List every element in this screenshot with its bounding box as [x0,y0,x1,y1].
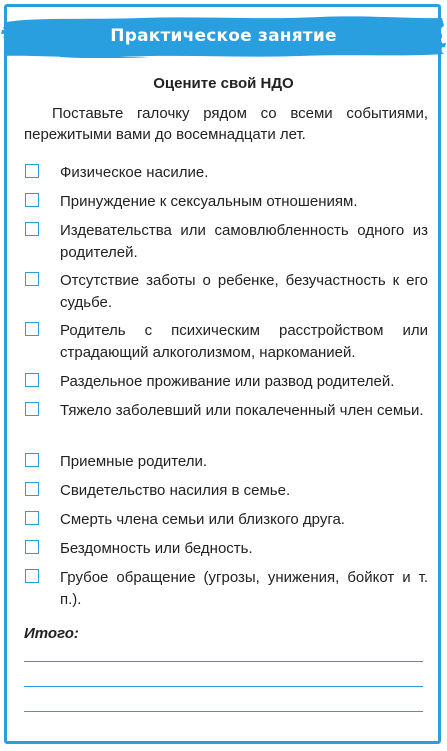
checklist-item-label: Раздельное проживание или развод родителей. [60,373,395,390]
page-heading: Оцените свой НДО [153,75,294,92]
checklist-item-label: Бездомность или бедность. [60,540,253,557]
checklist-item-label: Грубое обращение (угрозы, унижения, бойкот и т. п.). [60,569,428,608]
checklist-item-label: Физическое насилие. [60,164,209,181]
checklist-item-label: Отсутствие заботы о ребенке, безучастность к его судьбе. [60,272,428,311]
checkbox[interactable] [25,222,39,236]
checkbox[interactable] [25,511,39,525]
answer-line[interactable] [24,686,423,687]
answer-line[interactable] [24,661,423,662]
checkbox[interactable] [25,540,39,554]
checkbox[interactable] [25,373,39,387]
checkbox[interactable] [25,482,39,496]
checkbox[interactable] [25,322,39,336]
checklist-item-label: Свидетельство насилия в семье. [60,482,291,499]
checklist-item-label: Тяжело заболевший или покалеченный член семьи. [60,402,424,419]
checkbox[interactable] [25,193,39,207]
banner-title: Практическое занятие [110,26,337,46]
title-banner [0,14,447,58]
instructions-text: Поставьте галочку рядом со всеми событиями, пережитыми вами до восемнадцати лет. [24,105,428,143]
checkbox[interactable] [25,402,39,416]
checklist-item-label: Приемные родители. [60,453,208,470]
checkbox[interactable] [25,272,39,286]
checkbox[interactable] [25,164,39,178]
checklist-item-label: Смерть члена семьи или близкого друга. [60,511,345,528]
answer-line[interactable] [24,711,423,712]
checkbox[interactable] [25,569,39,583]
checklist-item-label: Родитель с психическим расстройством или страдающий алкоголизмом, наркоманией. [60,322,428,361]
checkbox[interactable] [25,453,39,467]
total-label: Итого: [24,625,79,642]
checklist-item-label: Издевательства или самовлюбленность одного из родителей. [60,222,428,261]
checklist-item-label: Принуждение к сексуальным отношениям. [60,193,358,210]
